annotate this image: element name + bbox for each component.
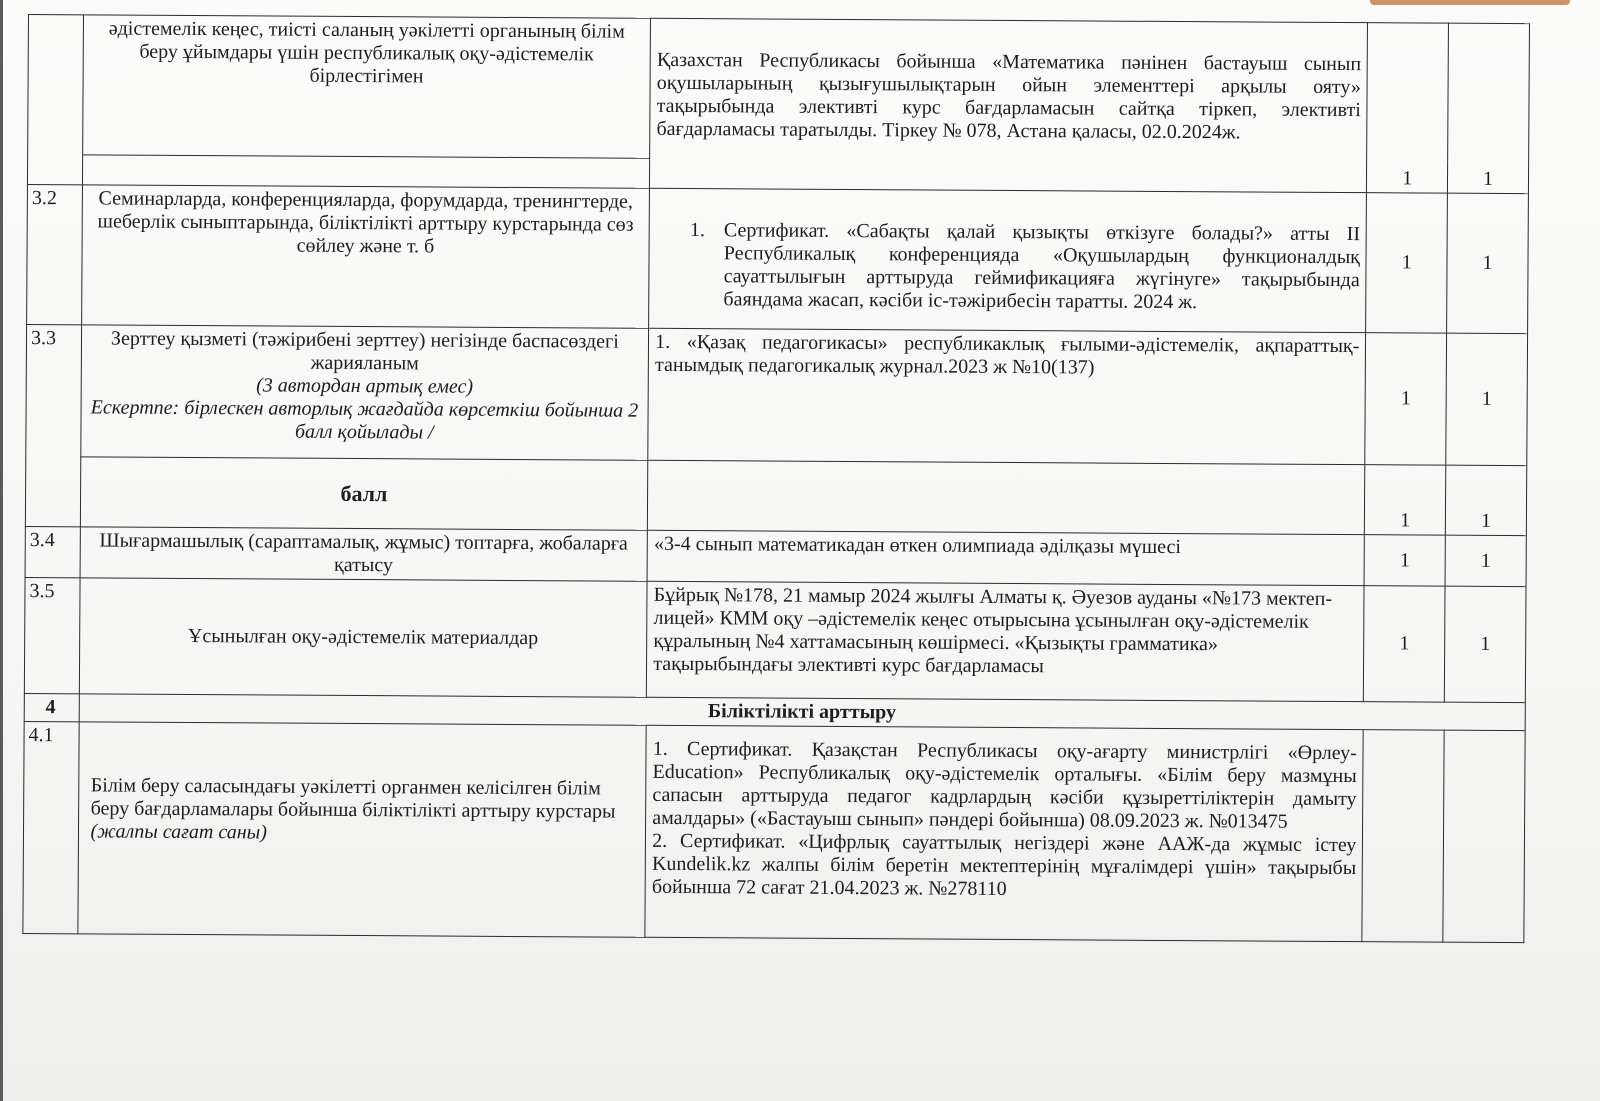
document-sheet: [22, 14, 1530, 943]
criterion-points-label: [80, 457, 648, 530]
criterion-note: (жалпы сағат саны): [90, 820, 267, 844]
evidence-list-item: [655, 219, 1360, 315]
row-number: 3.4: [25, 526, 80, 577]
score-cell-2: 1: [1448, 23, 1530, 193]
criterion-label: Ұсынылған оқу-әдістемелік материалдар: [187, 624, 539, 650]
score-cell-1: 1: [1367, 23, 1449, 193]
evidence-text: [649, 188, 1367, 332]
criterion-label: Семинарларда, конференцияларда, форумдарда, тренингтерде, шеберлік сыныптарында, біліктілікті арттыру курстарында сөз сөйлеу және т. б: [97, 187, 634, 258]
section-title: Біліктілікті арттыру: [79, 694, 1526, 731]
criterion-text: [79, 578, 647, 697]
list-number: 1.: [689, 219, 705, 242]
score-cell-2: 1: [1445, 465, 1526, 535]
evaluation-table: [22, 14, 1530, 943]
criterion-note: (3 автордан артық емес): [256, 374, 474, 398]
section-number: 4: [24, 693, 79, 721]
score-cell-2: [1443, 730, 1525, 942]
evidence-label: Қазахстан Республикасы бойынша «Математика пәнінен бастауыш сынып оқушыларының қызығушылықтарын ойын элементтері арқылы ояту» тақырыбында элективті курс бағдарламасын сайтқа тіркеп, элективті бағдарламасы таратылды. Тіркеу № 078, Астана қаласы, 02.0.2024ж.: [656, 48, 1362, 144]
table-row-3-1: [28, 15, 1530, 164]
criterion-text: [80, 325, 648, 460]
evidence-label: 1. «Қазақ педагогикасы» республикаклық ғылыми-әдістемелік, ақпараттық-танымдық педагогикалық журнал.2023 ж №10(137): [655, 330, 1360, 379]
evidence-text: [647, 530, 1364, 585]
criterion-label: Білім беру саласындағы уәкілетті органмен келісілген білім беру бағдарламалары бойынша біліктілікті арттыру курстары: [90, 774, 616, 823]
table-row-3-4: [25, 526, 1526, 586]
row-number: [27, 15, 83, 185]
score-cell-1: 1: [1365, 465, 1446, 535]
score-cell-1: 1: [1364, 586, 1446, 702]
evidence-text: [650, 18, 1368, 192]
evidence-label: Сертификат. «Сабақты қалай қызықты өткізуге болады?» атты II Республикалық конференцияда «Оқушылардың функционалдық сауаттылығын арттыруда геймификацияға жүгінуге» тақырыбында баяндама жасап, кәсіби іс-тәжірибесін таратты. 2024 ж.: [723, 219, 1361, 314]
score-cell-2: 1: [1445, 535, 1526, 586]
evidence-label: «3-4 сынып математикадан өткен олимпиада әділқазы мүшесі: [653, 532, 1182, 559]
criterion-text: [82, 15, 651, 158]
table-row-4-1: [23, 721, 1525, 942]
criterion-label: Шығармашылық (сараптамалық, жұмыс) топтарға, жобаларға қатысу: [99, 529, 628, 577]
score-cell-1: [1362, 730, 1444, 942]
table-row-3-5: [24, 577, 1526, 702]
evidence-item-1: 1. Сертификат. Қазақстан Республикасы оқу-ағарту министрлігі «Өрлеу-Education» Республикалық оқу-әдістемелік орталығы. «Білім беру мазмұны сапасын арттыруда педагог кадрлардың кәсіби құзыреттіліктерін дамыту амалдары» («Бастауыш сынып» пәндері бойынша) 08.09.2023 ж. №013475: [652, 737, 1357, 833]
criterion-text: [81, 185, 650, 328]
criterion-label: Зерттеу қызметі (тәжірибені зерттеу) негізінде баспасөздегі жарияланым: [110, 327, 619, 375]
criterion-label: әдістемелік кеңес, тиісті саланың уәкілетті органының білім беру ұйымдары үшін республикалық оқу-әдістемелік бірлестігімен: [108, 17, 625, 88]
evidence-label: Бұйрық №178, 21 мамыр 2024 жылғы Алматы қ. Әуезов ауданы «№173 мектеп-лицей» КММ оқу –әдістемелік кеңес отырысына ұсынылған оқу-әдістемелік құралының №4 хаттамасының көшірмесі. «Қызықты грамматика» тақырыбындағы элективті курс бағдарламасы: [653, 583, 1333, 678]
score-cell-1: 1: [1365, 333, 1447, 465]
evidence-text: [648, 328, 1366, 464]
score-cell-2: 1: [1444, 586, 1526, 702]
evidence-text: [645, 725, 1363, 941]
table-row-3-3-points: [25, 456, 1526, 535]
score-cell-1: 1: [1366, 193, 1448, 333]
score-cell-1: 1: [1364, 535, 1445, 586]
row-number: 3.2: [27, 184, 82, 324]
evidence-text: [647, 581, 1365, 701]
desk-edge: [1370, 0, 1570, 5]
criterion-text: [80, 527, 648, 581]
points-label: балл: [340, 480, 388, 507]
evidence-blank-cell: [648, 460, 1366, 534]
score-cell-2: 1: [1447, 193, 1529, 333]
row-number: 4.1: [23, 721, 79, 933]
evidence-item-2: 2. Сертификат. «Цифрлық сауаттылық негіздері және ААЖ-да жұмыс істеу Kundelik.kz жалпы білім беретін мектептерінің мұғалімдері үшін» тақырыбы бойынша 72 сағат 21.04.2023 ж. №278110: [651, 829, 1357, 900]
criterion-text: [77, 722, 646, 937]
criterion-blank-cell: [82, 155, 650, 188]
table-row-3-2: [27, 184, 1529, 333]
row-number: 3.3: [25, 324, 81, 526]
table-row-3-3: [26, 324, 1528, 465]
row-number: 3.5: [24, 577, 79, 693]
criterion-remark: Ескертпе: бірлескен авторлық жағдайда көрсеткіш бойынша 2 балл қойылады /: [90, 396, 639, 444]
page-edge-shadow: [0, 0, 3, 1101]
score-cell-2: 1: [1446, 333, 1528, 465]
